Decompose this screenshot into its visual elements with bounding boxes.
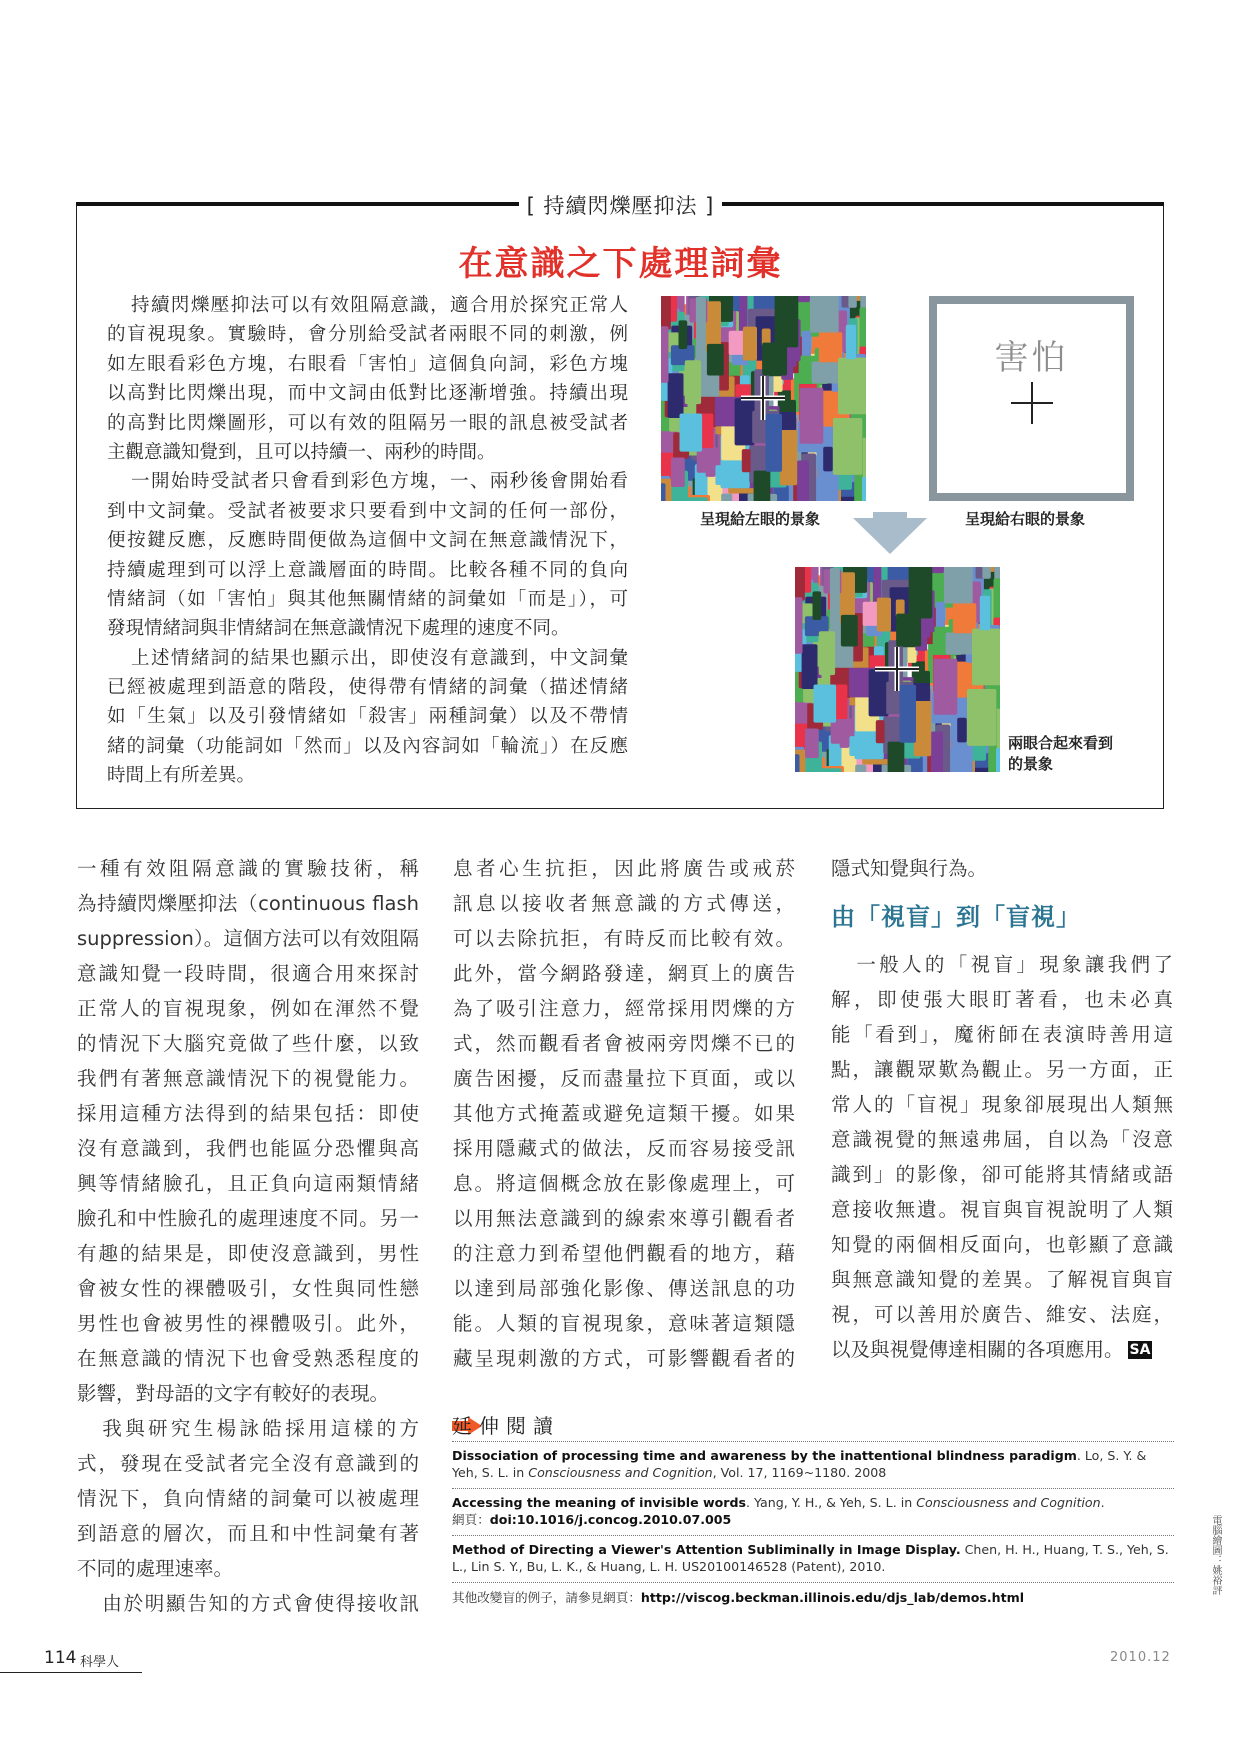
text-line: 一開始時受試者只會看到彩色方塊，一、兩秒後會開始看 (131, 471, 628, 493)
mosaic-block (980, 596, 990, 631)
mosaic-block (982, 567, 990, 579)
mosaic-block (721, 494, 732, 501)
mosaic-block (810, 296, 839, 333)
text-line: 為了吸引注意力，經常採用閃爍的方 (453, 997, 795, 1020)
text-line: 男性也會被男性的裸體吸引。此外， (77, 1312, 419, 1335)
text-line: 常人的「盲視」現象卻展現出人類無 (831, 1093, 1173, 1116)
text-line: 持續處理到可以浮上意識層面的時間。比較各種不同的負向 (107, 559, 628, 581)
mosaic-block (766, 414, 783, 472)
text-line: 會被女性的裸體吸引，女性與同性戀 (77, 1277, 419, 1300)
text-line: 時間上有所差異。 (107, 765, 256, 787)
mosaic-block (797, 461, 809, 502)
illustration-credit: 電腦繪圖：姚裕評 (1210, 1515, 1221, 1595)
combined-mosaic-image (795, 567, 1000, 772)
text-line: 由於明顯告知的方式會使得接收訊 (102, 1592, 419, 1615)
text-line: 的注意力到希望他們觀看的地方，藉 (453, 1242, 795, 1265)
text-line: 以及與視覺傳達相關的各項應用。 SA (831, 1338, 1151, 1361)
text-line: 式，發現在受試者完全沒有意識到的 (77, 1452, 419, 1475)
mosaic-block (668, 373, 684, 418)
reference-doi-link[interactable]: doi:10.1016/j.concog.2010.07.005 (489, 1512, 732, 1527)
mosaic-block (775, 296, 799, 347)
reference-title: Method of Directing a Viewer's Attention Subliminally in Image Display. (452, 1542, 961, 1557)
text-line: 一般人的「視盲」現象讓我們了 (856, 953, 1173, 976)
mosaic-block (661, 483, 666, 501)
text-line: 解，即使張大眼盯著看，也未必真 (831, 988, 1173, 1011)
text-line: 主觀意識知覺到，且可以持續一、兩秒的時間。 (107, 441, 496, 463)
mosaic-block (780, 430, 797, 485)
mosaic-block (661, 296, 671, 330)
text-line: 如「生氣」以及引發情緒如「殺害」兩種詞彙）以及不帶情 (107, 706, 628, 728)
issue-date: 2010.12 (1110, 1650, 1171, 1665)
mosaic-block (846, 325, 856, 360)
mosaic-block (742, 449, 751, 472)
text-line: 情況下，負向情緒的詞彙可以被處理 (77, 1487, 419, 1510)
body-column-3 (831, 851, 1173, 1367)
divider (452, 1535, 1174, 1536)
text-line: 以達到局部強化影像、傳送訊息的功 (453, 1277, 795, 1300)
reference-web-label: 網頁： (452, 1512, 490, 1527)
mosaic-block (967, 689, 996, 746)
text-line: 上述情緒詞的結果也顯示出，即使沒有意識到，中文詞彙 (131, 647, 628, 669)
reference-title: Accessing the meaning of invisible words (452, 1495, 747, 1510)
text-line: 的高對比閃爍圖形，可以有效的阻隔另一眼的訊息被受試者 (107, 412, 628, 434)
text-line: 臉孔和中性臉孔的處理速度不同。另一 (77, 1207, 419, 1230)
mosaic-block (869, 669, 889, 716)
reference-journal: Consciousness and Cognition (916, 1495, 1101, 1510)
mosaic-block (953, 603, 977, 633)
reference-journal: Consciousness and Cognition (528, 1465, 713, 1480)
mosaic-block (802, 644, 818, 689)
mosaic-block (661, 326, 669, 383)
mosaic-block (931, 732, 943, 773)
mosaic-block (848, 296, 856, 308)
reference-item (452, 1447, 1174, 1481)
text-line: 不同的處理速率。 (77, 1557, 234, 1580)
text-line: 我們有著無意識情況下的視覺能力。 (77, 1067, 419, 1090)
reference-authors: Chen, H. H., Huang, T. S., Yeh, S. L., Lin S. Y., Bu, L. K., & Huang, L. H. US20100146528 (Patent), 2010. (452, 1542, 1169, 1574)
text-line: 隱式知覺與行為。 (831, 857, 988, 880)
right-eye-image (929, 296, 1134, 501)
combined-label-line: 兩眼合起來看到 (1008, 734, 1114, 752)
other-examples-label: 其他改變盲的例子，請參見網頁： (452, 1590, 641, 1605)
text-line: 意識知覺一段時間，很適合用來探討 (77, 962, 419, 985)
text-line: 其他方式掩蓋或避免這類干擾。如果 (453, 1102, 795, 1125)
mosaic-block (696, 297, 706, 360)
mosaic-block (877, 598, 891, 632)
mosaic-block (685, 360, 701, 404)
text-line: 意識視覺的無遠弗屆，自以為「沒意 (831, 1128, 1173, 1151)
sidebar-title: 在意識之下處理詞彙 (458, 244, 783, 284)
mosaic-block (671, 458, 685, 488)
mosaic-block (707, 344, 724, 376)
mosaic-block (849, 736, 864, 756)
text-line: 到語意的層次，而且和中性詞彙有著 (77, 1522, 419, 1545)
mosaic-block (819, 332, 843, 362)
text-line: 為持續閃爍壓抑法（continuous flash (77, 892, 419, 915)
text-line: 一種有效阻隔意識的實驗技術，稱 (77, 857, 419, 880)
text-line: 以高對比閃爍出現，而中文詞由低對比逐漸增強。持續出現 (107, 383, 628, 405)
reference-item (452, 1541, 1174, 1575)
mosaic-block (743, 327, 757, 361)
mosaic-block (715, 465, 730, 485)
text-line: 能「看到」，魔術師在表演時善用這 (831, 1023, 1173, 1046)
mosaic-block (680, 414, 703, 452)
mosaic-block (944, 567, 973, 604)
body-column-2 (453, 851, 795, 1376)
mosaic-block (841, 615, 858, 647)
text-line: 可以去除抗拒，有時反而比較有效。 (453, 927, 795, 950)
body-column-1 (77, 851, 419, 1621)
mosaic-block (823, 447, 833, 472)
mosaic-block (957, 718, 967, 743)
mosaic-block (896, 614, 921, 647)
reference-item (452, 1494, 1174, 1528)
divider (452, 1441, 1174, 1442)
text-line: 如左眼看彩色方塊，右眼看「害怕」這個負向詞，彩色方塊 (107, 353, 628, 375)
mosaic-block (914, 701, 931, 756)
sidebar-body (107, 291, 628, 791)
mosaic-block (800, 388, 824, 444)
footer-rule (0, 1672, 142, 1673)
text-line: 識到」的影像，卻可能將其情緒或語 (831, 1163, 1173, 1186)
mosaic-block (876, 720, 885, 743)
text-line: 我與研究生楊詠皓採用這樣的方 (102, 1417, 419, 1440)
mosaic-block (813, 591, 822, 620)
mosaic-block (687, 497, 707, 501)
text-line: 有趣的結果是，即使沒意識到，男性 (77, 1242, 419, 1265)
text-line: 與無意識知覺的差異。了解視盲與盲 (831, 1268, 1173, 1291)
mosaic-block (972, 629, 1000, 686)
mosaic-block (838, 358, 866, 415)
mosaic-block (946, 633, 975, 655)
text-line: 已經被處理到語意的階段，使得帶有情緒的詞彙（描述情緒 (107, 677, 628, 699)
magazine-name: 科學人 (80, 1655, 120, 1670)
mosaic-block (909, 567, 933, 618)
mosaic-block (863, 434, 866, 484)
mosaic-block (821, 768, 841, 772)
text-line: 點，讓觀眾歎為觀止。另一方面，正 (831, 1058, 1173, 1081)
reference-title: Dissociation of processing time and awareness by the inattentional blindness paradigm (452, 1448, 1077, 1463)
text-line: 緒的詞彙（功能詞如「然而」以及內容詞如「輪流」）在反應 (107, 735, 628, 757)
right-eye-label: 呈現給右眼的景象 (965, 510, 1086, 528)
text-line: 正常人的盲視現象，例如在渾然不覺 (77, 997, 419, 1020)
sidebar-header (0, 190, 1241, 220)
mosaic-block (679, 320, 688, 349)
text-line: 知覺的兩個相反面向，也彰顯了意識 (831, 1233, 1173, 1256)
reference-details: . (1100, 1495, 1105, 1510)
left-eye-mosaic-image (661, 296, 866, 501)
text-line: 採用隱藏式的做法，反而容易接受訊 (453, 1137, 795, 1160)
mosaic-block (795, 754, 800, 772)
text-line: 影響，對母語的文字有較好的表現。 (77, 1382, 390, 1405)
other-examples-link[interactable]: http://viscog.beckman.illinois.edu/djs_lab/demos.html (640, 1590, 1025, 1605)
right-eye-word: 害怕 (994, 338, 1069, 378)
left-eye-label: 呈現給左眼的景象 (700, 510, 821, 528)
text-line: 意接收無遺。視盲與盲視說明了人類 (831, 1198, 1173, 1221)
text-line: 持續閃爍壓抑法可以有效阻隔意識，適合用於探究正常人 (131, 295, 628, 316)
further-reading-heading: 延伸閱讀 (452, 1414, 560, 1438)
text-line: 採用這種方法得到的結果包括：即使 (77, 1102, 419, 1125)
mosaic-block (830, 568, 840, 631)
mosaic-block (814, 685, 837, 723)
text-line: 沒有意識到，我們也能區分恐懼與高 (77, 1137, 419, 1160)
mosaic-block (812, 362, 841, 384)
mosaic-block (754, 471, 771, 501)
end-mark: SA (1129, 1342, 1151, 1358)
text-line: 廣告困擾，反而盡量拉下頁面，或以 (453, 1067, 795, 1090)
text-line: 情緒詞（如「害怕」與其他無關情緒的詞彙如「而是」），可 (107, 588, 628, 610)
text-line: 訊息以接收者無意識的方式傳送， (453, 892, 795, 915)
fixation-cross-icon (1011, 382, 1053, 424)
text-line: 式，然而觀看者會被兩旁閃爍不已的 (453, 1032, 795, 1055)
sidebar-header-text: [ 持續閃爍壓抑法 ] (519, 194, 723, 218)
section-heading: 由「視盲」到「盲視」 (831, 903, 1081, 931)
combined-label-line: 的景象 (1008, 755, 1054, 773)
text-line: 的盲視現象。實驗時，會分別給受試者兩眼不同的刺激，例 (107, 324, 628, 346)
text-line: 以用無法意識到的線索來導引觀看者 (453, 1207, 795, 1230)
mosaic-block (735, 398, 755, 445)
page-number: 114 (44, 1648, 77, 1668)
mosaic-block (855, 765, 866, 772)
mosaic-block (833, 418, 862, 475)
text-line: 此外，當今網路發達，網頁上的廣告 (453, 962, 795, 985)
mosaic-block (934, 659, 958, 715)
divider (452, 1582, 1174, 1583)
mosaic-block (996, 767, 1000, 772)
text-line: 便按鍵反應，反應時間便做為這個中文詞在無意識情況下， (107, 530, 628, 552)
other-examples (452, 1589, 1174, 1606)
reference-details: , Vol. 17, 1169~1180. 2008 (712, 1465, 887, 1480)
mosaic-block (900, 685, 917, 743)
mosaic-block (795, 597, 803, 654)
text-line: 的情況下大腦究竟做了些什麼，以致 (77, 1032, 419, 1055)
text-line: 到中文詞彙。受試者被要求只要看到中文詞的任何一部份， (107, 500, 628, 522)
text-line: suppression）。這個方法可以有效阻隔 (77, 927, 419, 950)
text-line: 在無意識的情況下也會受熟悉程度的 (77, 1347, 419, 1370)
text-line: 能。人類的盲視現象，意味著這類隱 (453, 1312, 795, 1335)
mosaic-block (805, 729, 819, 759)
text-line: 視，可以善用於廣告、維安、法庭， (831, 1303, 1173, 1326)
divider (452, 1488, 1174, 1489)
mosaic-block (888, 742, 905, 772)
combined-label (1008, 733, 1113, 775)
text-line: 藏呈現刺激的方式，可影響觀看者的 (453, 1347, 795, 1370)
mosaic-block (762, 343, 787, 376)
text-line: 息者心生抗拒，因此將廣告或戒菸 (453, 857, 795, 880)
mosaic-block (862, 496, 866, 501)
mosaic-block (819, 631, 835, 675)
text-line: 發現情緒詞與非情緒詞在無意識情況下處理的速度不同。 (107, 618, 570, 640)
text-line: 興等情緒臉孔，且正負向這兩類情緒 (77, 1172, 419, 1195)
reference-authors: . Yang, Y. H., & Yeh, S. L. in (746, 1495, 913, 1510)
mosaic-block (997, 705, 1000, 755)
reference-authors: . Lo, S. Y. & Yeh, S. L. in (452, 1448, 1147, 1480)
mosaic-block (795, 567, 805, 601)
down-arrow-icon (853, 518, 927, 554)
text-line: 息。將這個概念放在影像處理上，可 (453, 1172, 795, 1195)
